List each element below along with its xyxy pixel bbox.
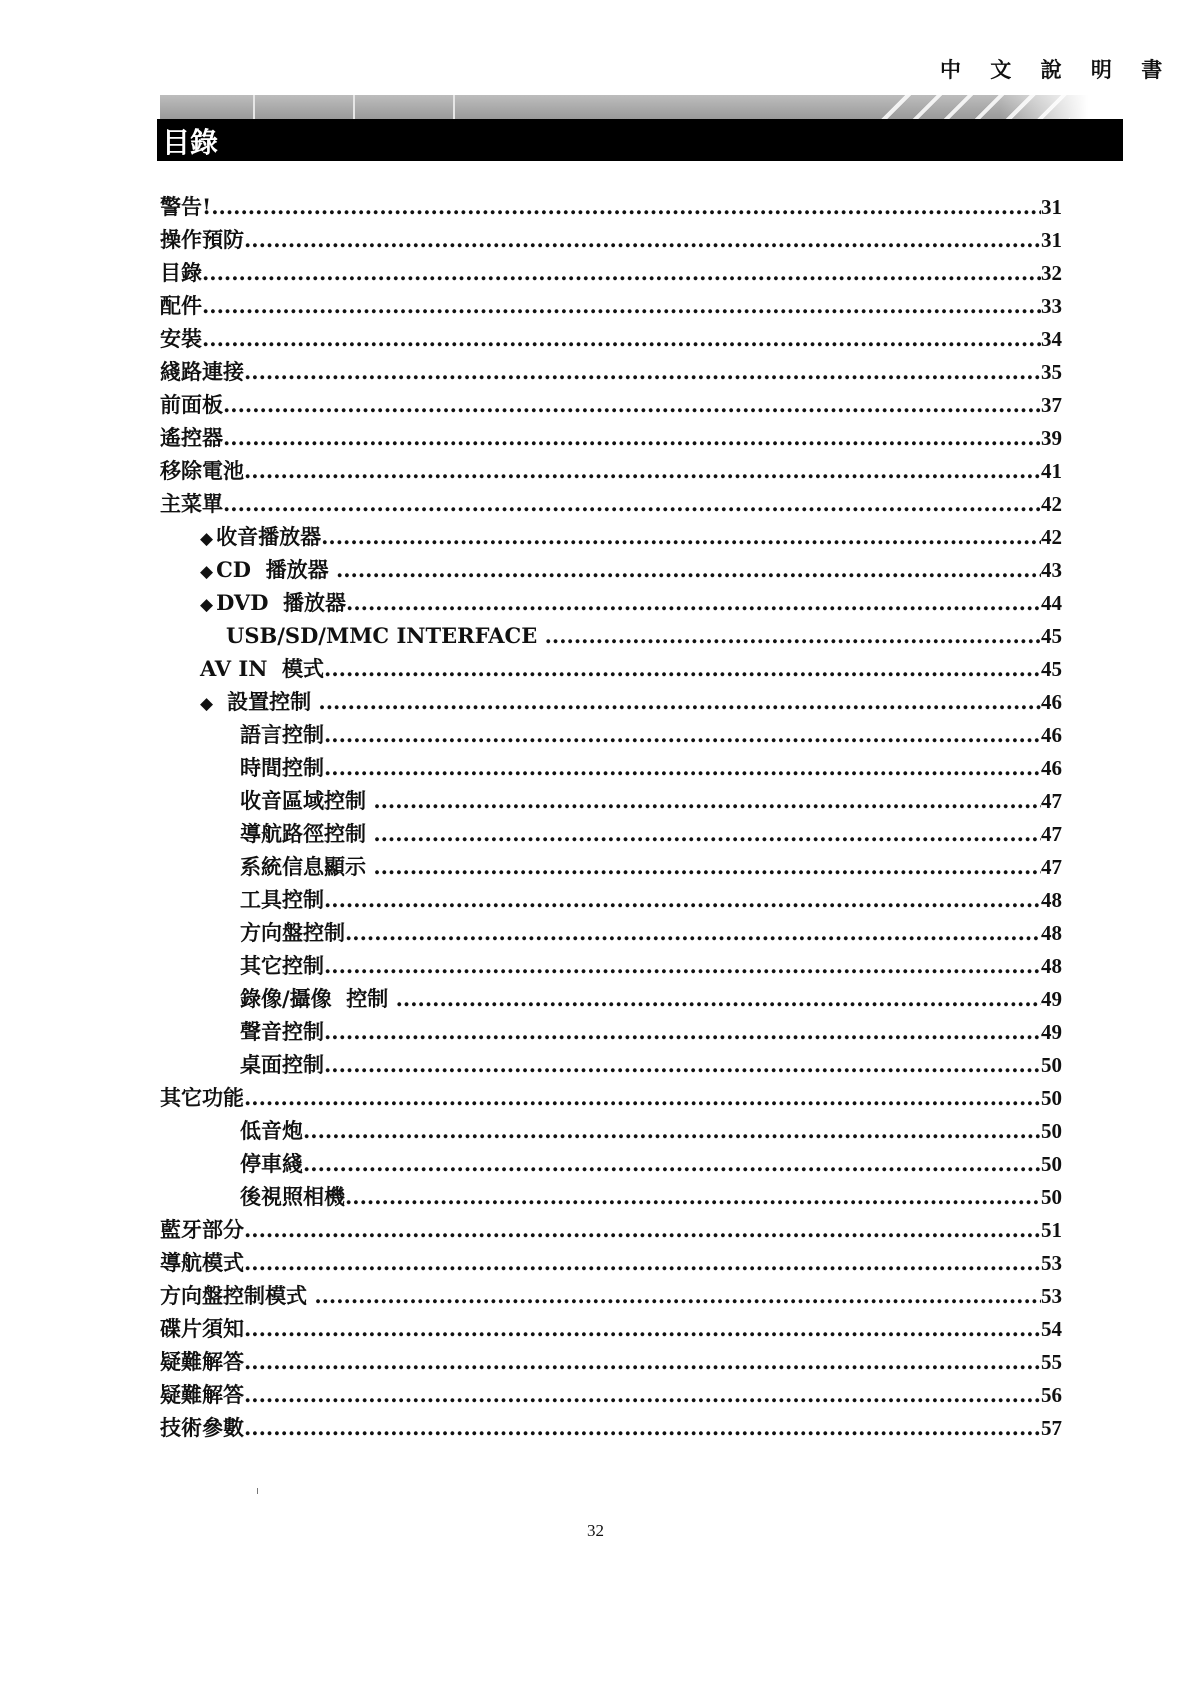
diamond-bullet-icon: ◆ [200,529,214,549]
toc-entry-page: 39 [1041,426,1062,450]
toc-entry-page: 35 [1041,360,1062,384]
decorative-fade [1000,95,1088,119]
dot-leader [244,454,1041,487]
toc-entry-title [160,190,211,223]
toc-entry-label: 其它控制 [240,953,324,978]
toc-entry-page: 31 [1041,195,1062,219]
toc-entry-title [226,619,545,652]
toc-entry-label: 錄像/攝像 控制 [240,986,396,1011]
dot-leader [223,421,1041,454]
dot-leader [202,322,1041,355]
toc-entry-label: 導航模式 [160,1250,244,1275]
toc-entry-page: 48 [1041,888,1062,912]
dot-leader [244,1378,1041,1411]
toc-entry-page: 42 [1041,525,1062,549]
dot-leader [324,883,1041,916]
toc-entry-page: 55 [1041,1350,1062,1374]
dot-leader [244,223,1041,256]
toc-entry [200,586,1062,619]
diamond-bullet-icon: ◆ [200,694,214,714]
toc-entry-page: 50 [1041,1119,1062,1143]
toc-entry-title [240,1147,303,1180]
toc-entry-title [200,652,324,685]
dot-leader [373,784,1041,817]
toc-entry-title [160,289,202,322]
dot-leader [244,1345,1041,1378]
toc-entry-label: 語言控制 [240,722,324,747]
dot-leader [244,1081,1041,1114]
toc-entry-page: 34 [1041,327,1062,351]
toc-entry-page: 54 [1041,1317,1062,1341]
toc-entry-label: 疑難解答 [160,1349,244,1374]
toc-entry-title [160,322,202,355]
toc-entry-page: 50 [1041,1086,1062,1110]
dot-leader [303,1114,1041,1147]
toc-entry [160,1213,1062,1246]
toc-entry-page: 49 [1041,1020,1062,1044]
toc-entry-title [200,586,346,622]
toc-entry [160,322,1062,355]
toc-entry [240,1180,1062,1213]
dot-leader [244,355,1041,388]
toc-entry [160,1411,1062,1444]
toc-entry-label: 低音炮 [240,1118,303,1143]
toc-entry [240,751,1062,784]
toc-entry-title [240,1114,303,1147]
dot-leader [244,1411,1041,1444]
toc-entry-page: 33 [1041,294,1062,318]
toc-entry-label: 技術參數 [160,1415,244,1440]
toc-entry-page: 53 [1041,1251,1062,1275]
toc-entry-page: 51 [1041,1218,1062,1242]
diamond-bullet-icon: ◆ [200,595,214,615]
toc-entry-page: 53 [1041,1284,1062,1308]
toc-entry-label: 桌面控制 [240,1052,324,1077]
toc-entry-label: 配件 [160,293,202,318]
toc-entry [160,1081,1062,1114]
toc-entry-label: 收音區域控制 [240,788,374,813]
dot-leader [373,817,1041,850]
toc-entry-page: 48 [1041,954,1062,978]
toc-entry-label: 目錄 [160,260,202,285]
toc-entry-page: 45 [1041,657,1062,681]
dot-leader [324,1015,1041,1048]
decorative-divider [253,95,255,119]
toc-entry-title [240,916,345,949]
toc-entry-page: 46 [1041,690,1062,714]
dot-leader [314,1279,1041,1312]
toc-entry-title [160,1411,244,1444]
toc-entry-page: 56 [1041,1383,1062,1407]
toc-entry-page: 47 [1041,855,1062,879]
toc-entry-title [160,223,244,256]
toc-entry-title [160,487,223,520]
scan-artifact [257,1488,258,1494]
toc-entry-page: 48 [1041,921,1062,945]
toc-entry-page: 45 [1041,624,1062,648]
toc-entry-title [160,454,244,487]
toc-entry-label: DVD 播放器 [216,590,347,615]
toc-entry-page: 49 [1041,987,1062,1011]
toc-entry-page: 47 [1041,822,1062,846]
toc-entry [240,949,1062,982]
toc-entry-label: 安裝 [160,326,202,351]
toc-entry [160,1345,1062,1378]
dot-leader [244,1246,1041,1279]
toc-entry-label: 其它功能 [160,1085,244,1110]
toc-entry-label: 遙控器 [160,425,223,450]
toc-entry-page: 47 [1041,789,1062,813]
section-title: 目錄 [162,126,219,159]
toc-entry-title [240,982,396,1015]
toc-entry [200,652,1062,685]
toc-entry-title [240,817,373,850]
toc-entry [240,916,1062,949]
toc-entry-label: 主菜單 [160,491,223,516]
toc-entry-title [240,1180,345,1213]
header-title: 中 文 說 明 書 [940,57,1174,82]
toc-entry [240,883,1062,916]
toc-entry-title [160,355,244,388]
dot-leader [202,289,1041,322]
toc-entry-title [160,1246,244,1279]
toc-entry [240,1048,1062,1081]
toc-entry-page: 46 [1041,723,1062,747]
diamond-bullet-icon: ◆ [200,562,214,582]
toc-entry [200,520,1062,553]
toc-entry-page: 37 [1041,393,1062,417]
toc-entry-page: 41 [1041,459,1062,483]
toc-entry [160,1378,1062,1411]
dot-leader [324,718,1041,751]
toc-entry-title [200,685,318,721]
toc-entry-label: 方向盤控制模式 [160,1283,315,1308]
page-number: 32 [587,1521,604,1540]
toc-entry-title [240,850,373,883]
dot-leader [324,1048,1041,1081]
toc-entry-title [240,1048,324,1081]
toc-entry [160,388,1062,421]
toc-entry-label: 藍牙部分 [160,1217,244,1242]
toc-entry-label: 系統信息顯示 [240,854,374,879]
toc-entry [160,454,1062,487]
dot-leader [324,652,1041,685]
toc-entry [160,256,1062,289]
dot-leader [396,982,1041,1015]
toc-entry [240,982,1062,1015]
toc-entry-label: USB/SD/MMC INTERFACE [226,623,545,648]
toc-entry-label: AV IN 模式 [200,656,325,681]
toc-entry [240,1114,1062,1147]
dot-leader [244,1213,1041,1246]
dot-leader [373,850,1041,883]
toc-entry [240,850,1062,883]
section-title-bar [157,119,1123,161]
toc-entry-title [200,520,321,556]
dot-leader [345,1180,1041,1213]
toc-entry-page: 57 [1041,1416,1062,1440]
toc-entry [160,355,1062,388]
toc-entry-label: 方向盤控制 [240,920,345,945]
toc-entry-title [160,421,223,454]
toc-entry [160,190,1062,223]
toc-entry-title [160,1279,314,1312]
toc-entry-title [240,751,324,784]
toc-entry-page: 31 [1041,228,1062,252]
toc-entry-label: 設置控制 [227,689,319,714]
toc-entry-page: 46 [1041,756,1062,780]
toc-entry-label: 疑難解答 [160,1382,244,1407]
dot-leader [324,949,1041,982]
toc-entry [160,223,1062,256]
toc-entry-page: 44 [1041,591,1062,615]
toc-entry-title [240,784,373,817]
dot-leader [318,685,1041,718]
dot-leader [202,256,1041,289]
toc-entry-title [240,883,324,916]
dot-leader [303,1147,1041,1180]
toc-entry [240,1015,1062,1048]
toc-entry-title [160,388,223,421]
toc-entry-label: 後視照相機 [240,1184,345,1209]
toc-entry-page: 50 [1041,1053,1062,1077]
dot-leader [211,190,1041,223]
toc-entry-page: 32 [1041,261,1062,285]
toc-entry [160,1279,1062,1312]
toc-entry-title [160,1213,244,1246]
toc-entry [200,685,1062,718]
toc-entry-page: 50 [1041,1152,1062,1176]
toc-entry [240,817,1062,850]
toc-entry [226,619,1062,652]
dot-leader [345,916,1041,949]
dot-leader [223,388,1041,421]
dot-leader [346,586,1041,619]
toc-entry-label: 導航路徑控制 [240,821,374,846]
toc-entry [160,1246,1062,1279]
toc-entry-title [160,1345,244,1378]
toc-entry [160,421,1062,454]
toc-entry-label: 聲音控制 [240,1019,324,1044]
toc-entry-title [240,1015,324,1048]
dot-leader [223,487,1041,520]
toc-entry [160,289,1062,322]
toc-entry-title [160,1312,244,1345]
decorative-divider [453,95,455,119]
toc-entry-label: 停車綫 [240,1151,303,1176]
toc-entry [240,718,1062,751]
toc-entry-label: 時間控制 [240,755,324,780]
toc-entry [200,553,1062,586]
toc-entry-label: 綫路連接 [160,359,244,384]
toc-entry [160,487,1062,520]
toc-entry-label: CD 播放器 [216,557,336,582]
toc-entry-page: 50 [1041,1185,1062,1209]
dot-leader [545,619,1041,652]
toc-entry-title [160,1081,244,1114]
dot-leader [336,553,1041,586]
decorative-divider [353,95,355,119]
toc-entry-title [240,949,324,982]
toc-entry-title [160,1378,244,1411]
toc-entry [240,1147,1062,1180]
dot-leader [324,751,1041,784]
toc-entry-label: 警告! [160,194,212,219]
dot-leader [244,1312,1041,1345]
toc-entry-title [160,256,202,289]
toc-entry-label: 操作預防 [160,227,244,252]
toc-entry-label: 工具控制 [240,887,324,912]
toc-entry [160,1312,1062,1345]
toc-entry-label: 移除電池 [160,458,244,483]
dot-leader [321,520,1041,553]
toc-entry-label: 碟片須知 [160,1316,244,1341]
toc-entry-label: 前面板 [160,392,223,417]
toc-entry-page: 43 [1041,558,1062,582]
toc-entry-label: 收音播放器 [216,524,322,549]
toc-entry-page: 42 [1041,492,1062,516]
toc-entry-title [240,718,324,751]
toc-entry [240,784,1062,817]
toc-entry-title [200,553,336,589]
